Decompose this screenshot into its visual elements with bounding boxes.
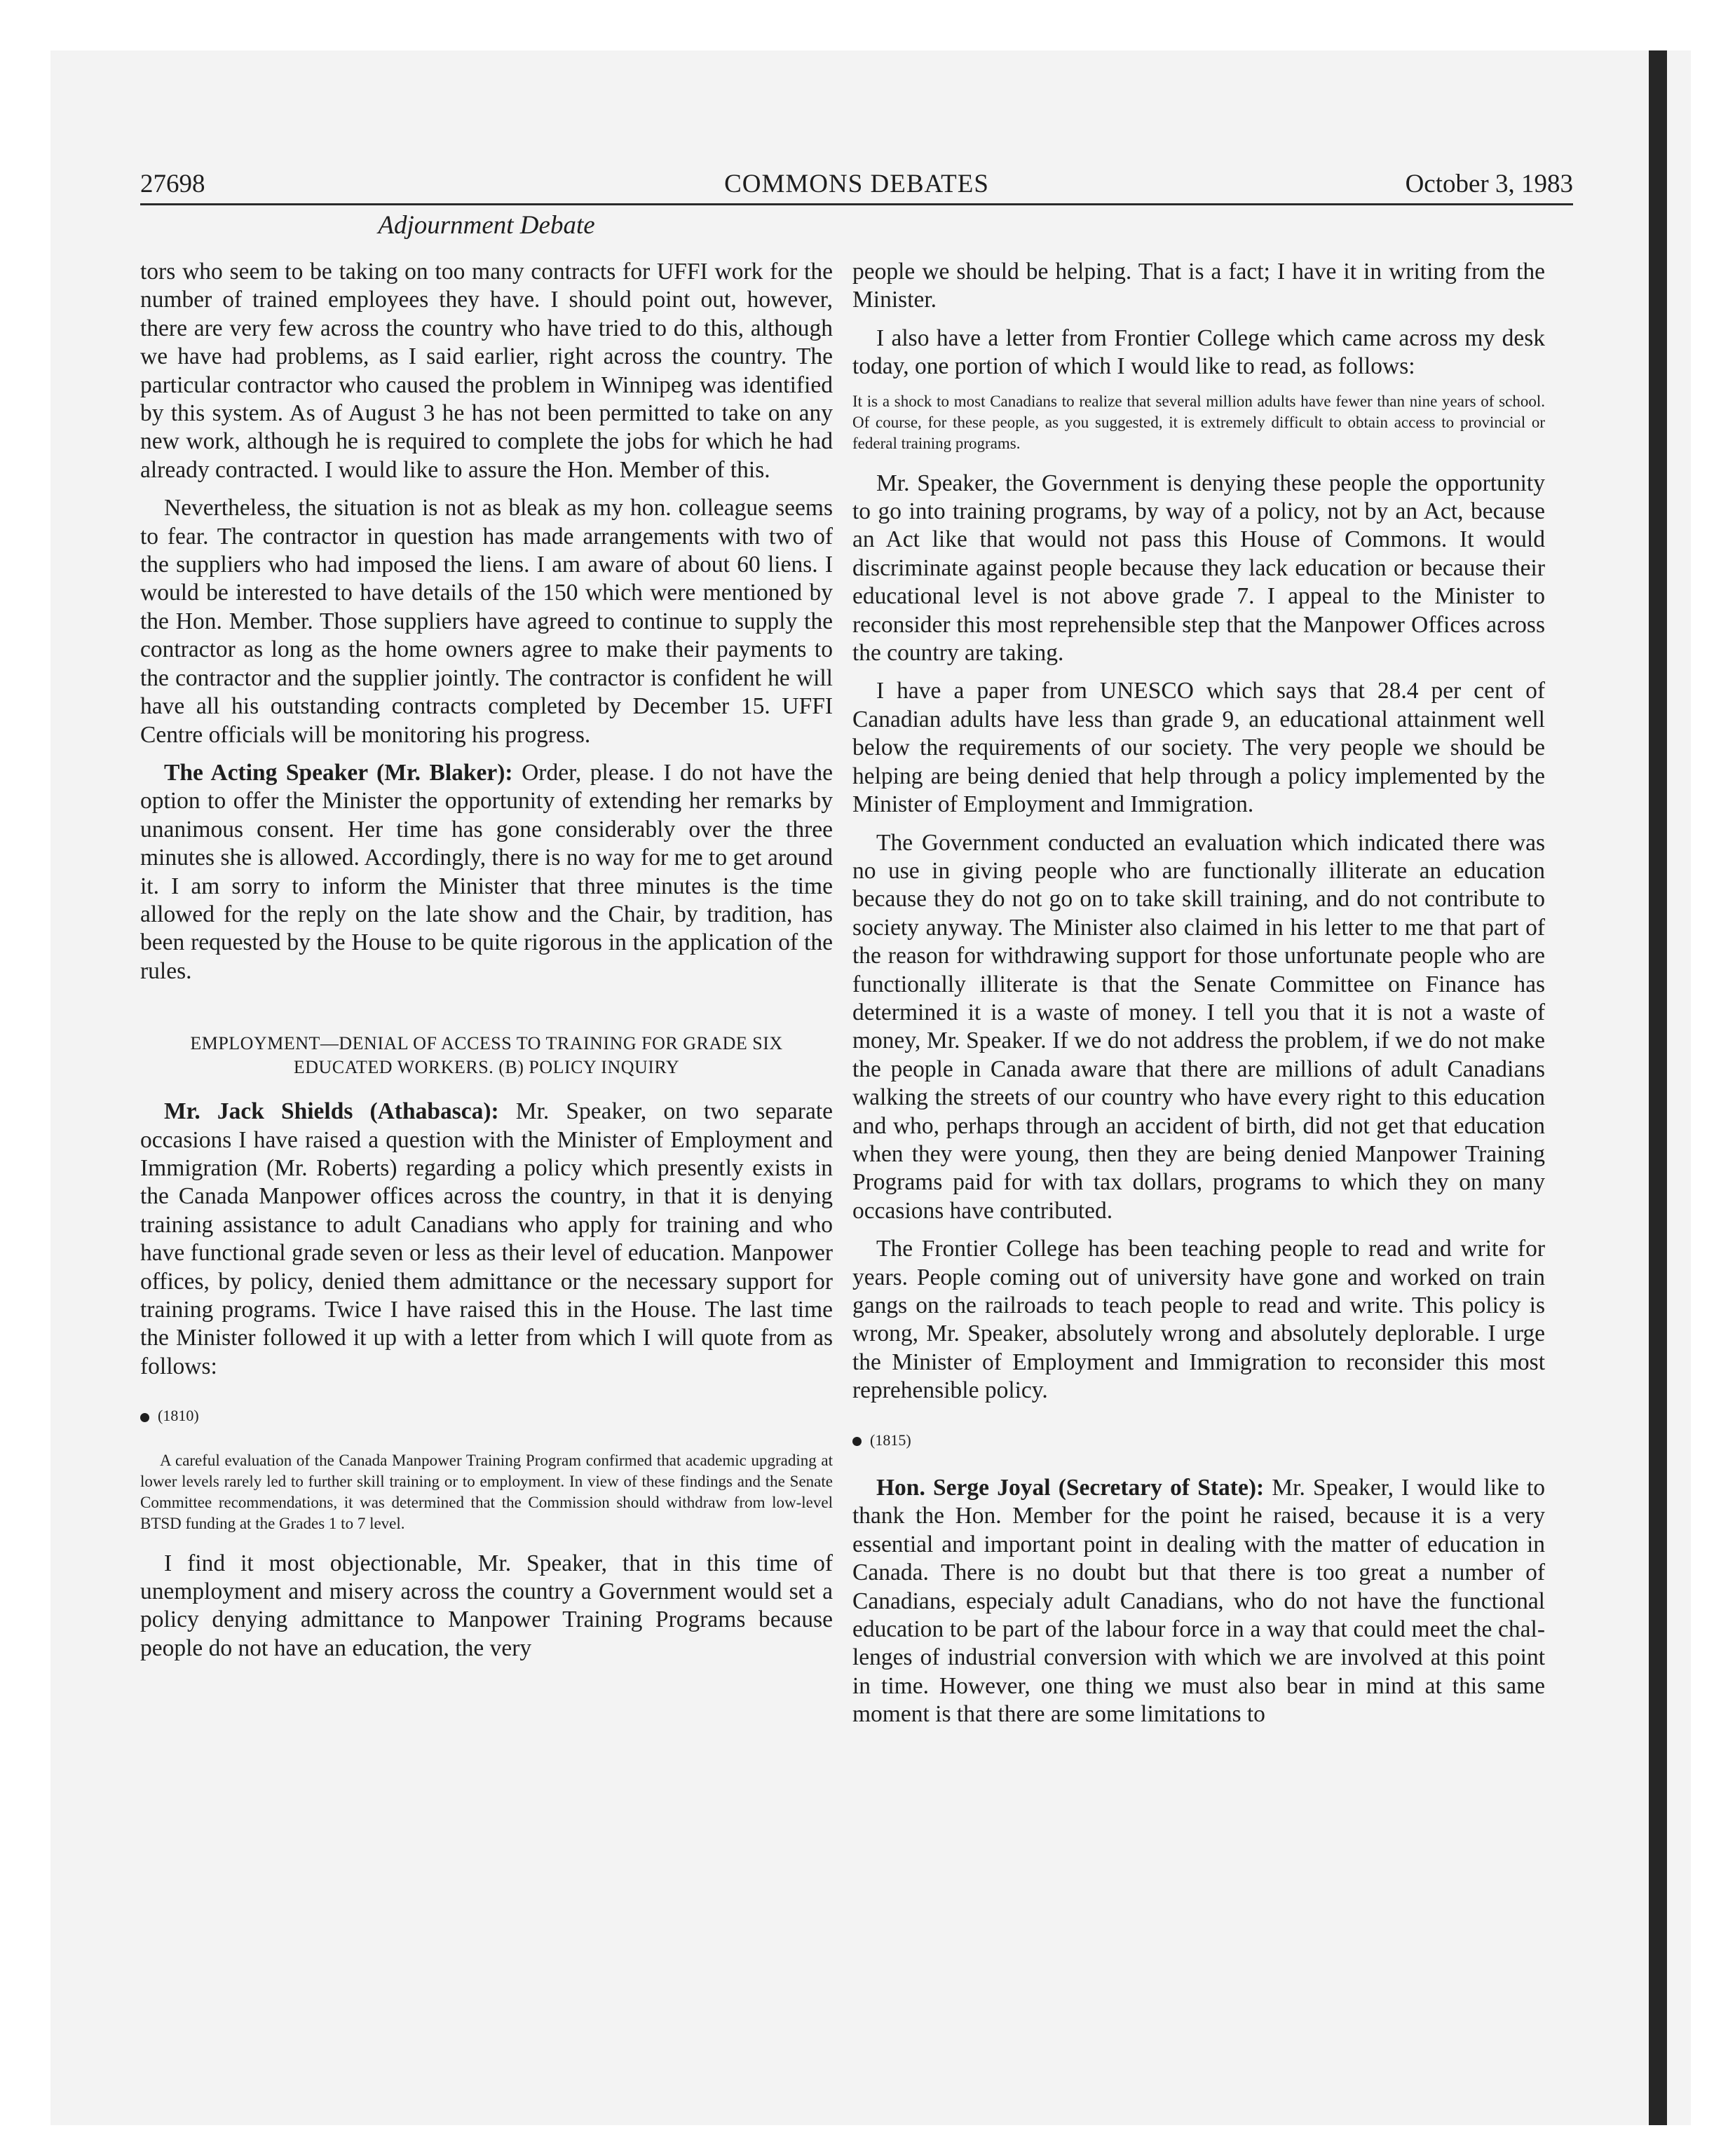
speech-text: Mr. Speaker, I would like to thank the Hon. Member for the point he raised, because it is a very essential and important point in dealing with the matter of education in Canada. There is no doubt but that there is too great a number of Canadians, especialy adult Canadians, who do not have the functional education to be part of the labour force in a way that could meet the challenges of industrial conversion with which we are involved at this point in time. However, one thing we must also bear in mind at this same moment is that there are some limitations to — [852, 1475, 1546, 1728]
page-header — [140, 160, 1573, 205]
time-marker — [140, 1402, 833, 1430]
paragraph — [140, 759, 833, 985]
paragraph: The Frontier College has been teaching people to read and write for years. People coming out of university have gone and worked on train gangs on the railroads to teach people to read and write. This policy is wrong, Mr. Speaker, absolutely wrong and absolutely deplorable. I urge the Minister of Employment and Immigration to reconsider this most reprehensible policy. — [852, 1236, 1545, 1404]
section-heading: EMPLOYMENT—DENIAL OF ACCESS TO TRAINING FOR GRADE SIX EDUCATED WORKERS. (B) POLICY INQUIRY — [190, 1033, 783, 1078]
paragraph: I find it most objectionable, Mr. Speaker, that in this time of unemployment and misery across the country a Government would set a policy denying admittance to Manpower Training Programs because people do not have an education, the very — [140, 1550, 833, 1661]
speaker-name: The Acting Speaker (Mr. Blaker): — [164, 759, 513, 786]
paragraph — [852, 1474, 1545, 1729]
time-marker-label: (1810) — [158, 1407, 199, 1425]
page-number: 27698 — [140, 170, 205, 198]
speech-text: Order, please. I do not have the option to offer the Minister the opportunity of extending her remarks by unanimous consent. Her time has gone considerably over the three minutes she is allowed. Accordingly, there is no way for me to get around it. I am sorry to inform the Minister that three minutes is the time allowed for the reply on the late show and the Chair, by tradition, has been requested by the House to be quite rigorous in the application of the rules. — [140, 759, 833, 984]
bullet-icon — [852, 1437, 862, 1446]
time-marker — [852, 1426, 1545, 1454]
speaker-name: Mr. Jack Shields (Athabasca): — [164, 1098, 499, 1125]
paragraph: The Government conducted an evaluation which indicated there was no use in giving people who are functionally illiterate an education because they do not go on to take skill training, and do not contribute to society anyway. The Minister also claimed in his letter to me that part of the reason for withdrawing support for those unfortunate people who are functionally illiterate is that the Senate Committee on Finance has determined it is a waste of money. I tell you that it is not a waste of money, Mr. Speaker. If we do not address the problem, if we do not make the people in Canada aware that there are millions of adult Canadians walking the streets of our country who have every right to this education and who, perhaps through an accident of birth, did not get that education when they were young, then they are being denied Manpower Training Programs paid for with tax dollars, programs to which they on many occasions have contributed. — [852, 829, 1545, 1224]
scan-edge-shadow — [1649, 50, 1667, 2125]
paragraph: Nevertheless, the situation is not as bleak as my hon. colleague seems to fear. The contractor in question has made arrangements with two of the suppliers who had imposed the liens. I am aware of about 60 liens. I would be interested to have details of the 150 which were mentioned by the Hon. Member. Those suppliers have agreed to continue to supply the contractor as long as the home owners agree to make their payments to the contractor and the supplier jointly. The contractor is confident he will have all his outstanding contracts completed by December 15. UFFI Centre officials will be monitoring his progress. — [140, 495, 833, 748]
left-column — [140, 258, 833, 1672]
paragraph: I also have a letter from Frontier College which came across my desk today, one portion of which I would like to read, as follows: — [852, 325, 1545, 380]
paragraph: people we should be helping. That is a fact; I have it in writing from the Minister. — [852, 259, 1545, 313]
block-quote: A careful evaluation of the Canada Manpower Training Program confirmed that academic upgrading at lower levels rarely led to further skill training or to employment. In view of these findings and the Senate Committee recommendations, it was determined that the Commission should withdraw from low-level BTSD funding at the Grades 1 to 7 level. — [140, 1451, 833, 1532]
bullet-icon — [140, 1413, 149, 1422]
running-head: Adjournment Debate — [378, 211, 595, 240]
paragraph: tors who seem to be taking on too many contracts for UFFI work for the number of trained employees they have. I should point out, however, there are very few across the country who have tried to do this, although we have had problems, as I said earlier, right across the country. The particular contractor who caused the problem in Winnipeg was identified by this system. As of August 3 he has not been permitted to take on any new work, although he is required to complete the jobs for which he had already contracted. I would like to assure the Hon. Member of this. — [140, 259, 833, 483]
right-column — [852, 258, 1545, 1739]
time-marker-label: (1815) — [870, 1431, 911, 1449]
block-quote: It is a shock to most Canadians to realize that several million adults have fewer than nine years of school. Of course, for these people, as you suggested, it is extremely difficult to obtain access to provincial or federal training programs. — [852, 392, 1545, 452]
paragraph: Mr. Speaker, the Government is denying these people the opportunity to go into training programs, by way of a policy, not by an Act, because an Act like that would not pass this House of Commons. It would discriminate against people because they lack education or because their educational level is not above grade 7. I appeal to the Minister to reconsider this most reprehensible step that the Manpower Offices across the country are taking. — [852, 470, 1545, 667]
journal-title: COMMONS DEBATES — [724, 170, 989, 198]
speech-text: Mr. Speaker, on two separate occasions I have raised a question with the Minister of Employment and Immigration (Mr. Roberts) regarding a policy which presently exists in the Canada Manpower offices across the country, in that it is denying training assistance to adult Canadians who apply for training and who have functional grade seven or less as their level of education. Manpower offices, by policy, denied them admittance or the necessary support for training programs. Twice I have raised this in the House. The last time the Minister followed it up with a letter from which I will quote from as follows: — [140, 1098, 834, 1379]
issue-date: October 3, 1983 — [1405, 170, 1573, 198]
paragraph: I have a paper from UNESCO which says that 28.4 per cent of Canadian adults have less than grade 9, an educational attainment well below the requirements of our society. The very people we should be helping are being denied that help through a policy implemented by the Minister of Employment and Immigration. — [852, 678, 1545, 818]
paragraph — [140, 1098, 833, 1381]
speaker-name: Hon. Serge Joyal (Secretary of State): — [876, 1475, 1265, 1501]
